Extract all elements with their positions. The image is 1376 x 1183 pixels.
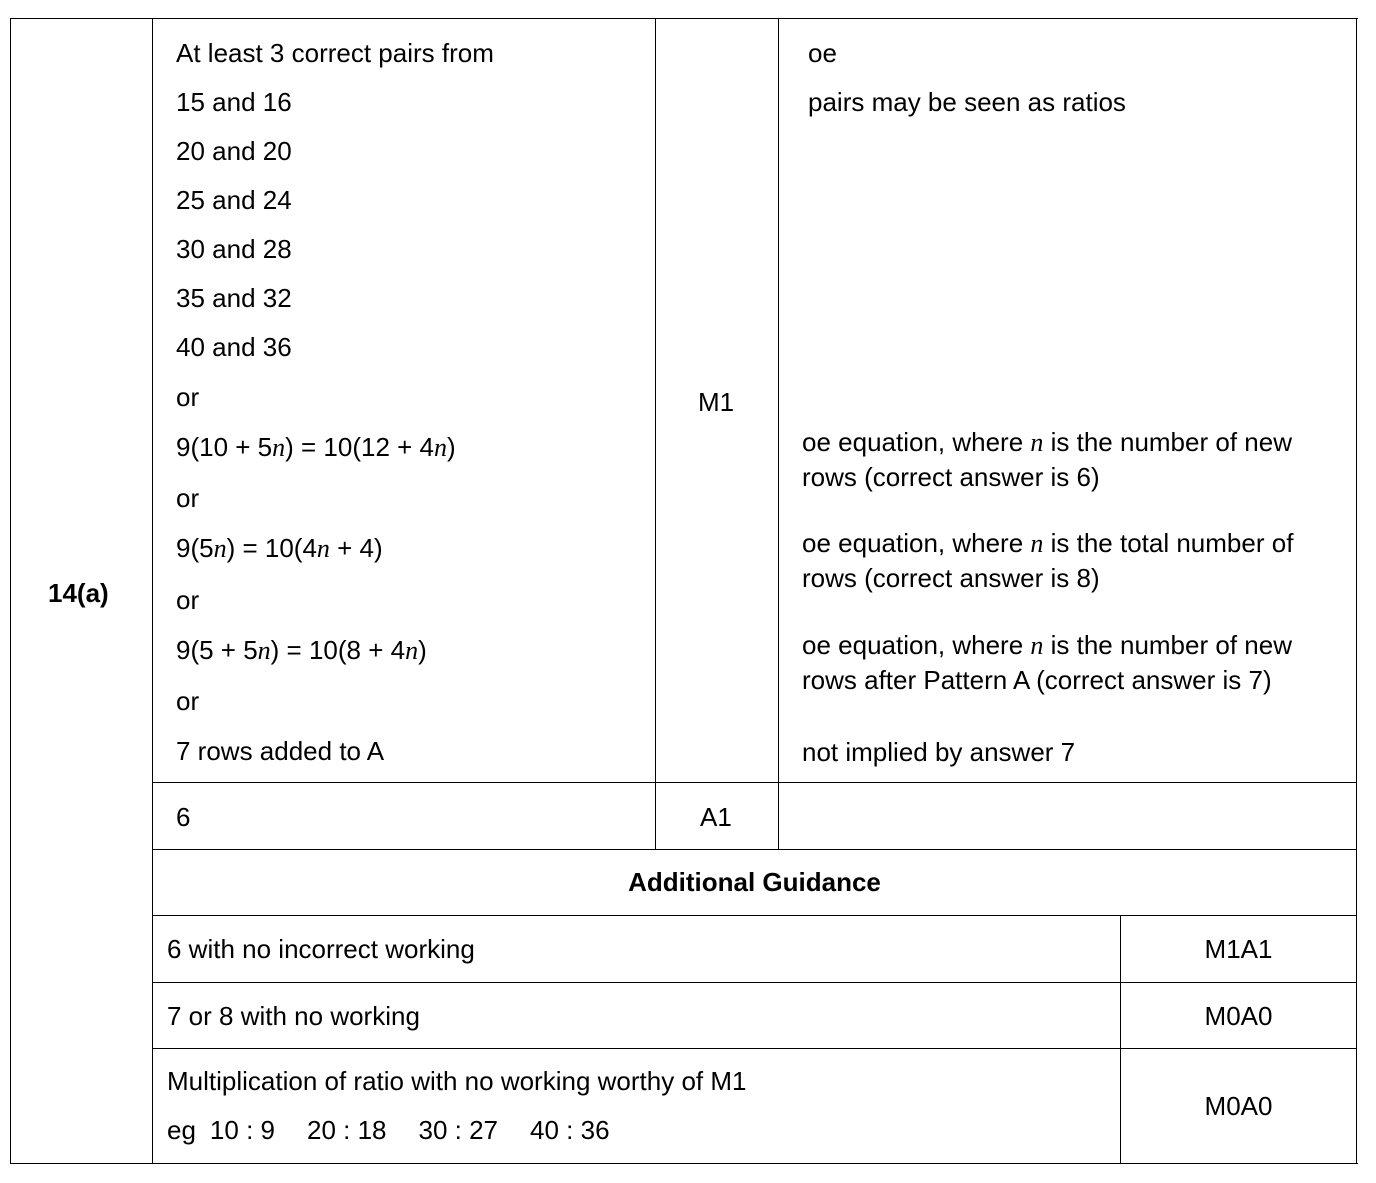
answer-line-or: or — [176, 382, 200, 412]
mark-a1: A1 — [700, 802, 732, 832]
table-right-border — [1356, 18, 1357, 1164]
answer-line: 25 and 24 — [176, 185, 292, 215]
example-ratio: 20 : 18 — [306, 1115, 387, 1145]
guidance-row-text: 7 or 8 with no working — [167, 1001, 420, 1031]
comment-equation-2: oe equation, where n is the total number of rows (correct answer is 8) — [802, 528, 1294, 593]
answer-line: 20 and 20 — [176, 136, 292, 166]
row-divider-guidance-heading — [152, 915, 1357, 916]
guidance-example — [167, 1115, 610, 1145]
answer-line: 35 and 32 — [176, 283, 292, 313]
question-number: 14(a) — [48, 578, 109, 608]
comment-equation-1: oe equation, where n is the number of new rows (correct answer is 6) — [802, 427, 1292, 492]
row-divider-guidance-1 — [152, 982, 1357, 983]
question-column-divider — [152, 18, 153, 1164]
answer-column-divider — [655, 18, 656, 850]
row-divider-m1 — [152, 782, 1357, 783]
answer-line-or: or — [176, 585, 200, 615]
guidance-row-mark: M0A0 — [1204, 1091, 1273, 1121]
comment-equation-3: oe equation, where n is the number of new rows after Pattern A (correct answer is 7) — [802, 630, 1292, 695]
example-label: eg — [167, 1115, 196, 1145]
answer-line-or: or — [176, 483, 200, 513]
table-left-border — [10, 18, 11, 1164]
guidance-row-text: 6 with no incorrect working — [167, 934, 475, 964]
example-ratio: 10 : 9 — [209, 1115, 275, 1145]
mark-m1: M1 — [698, 387, 735, 417]
answer-line: At least 3 correct pairs from — [176, 38, 494, 68]
guidance-row-mark: M0A0 — [1204, 1001, 1273, 1031]
guidance-row-text: Multiplication of ratio with no working worthy of M1 — [167, 1066, 747, 1096]
mark-column-divider — [778, 18, 779, 850]
example-ratio: 40 : 36 — [530, 1115, 610, 1145]
comment-ratios: pairs may be seen as ratios — [808, 87, 1126, 117]
table-top-border — [10, 18, 1358, 19]
row-divider-a1 — [152, 849, 1357, 850]
comment-oe: oe — [808, 38, 837, 68]
equation-2: 9(5n) = 10(4n + 4) — [176, 533, 383, 563]
answer-line-or: or — [176, 686, 200, 716]
final-answer: 6 — [176, 802, 191, 832]
answer-line: 30 and 28 — [176, 234, 292, 264]
example-ratio: 30 : 27 — [418, 1115, 499, 1145]
guidance-row-mark: M1A1 — [1204, 934, 1273, 964]
guidance-heading: Additional Guidance — [628, 867, 881, 897]
row-divider-guidance-2 — [152, 1048, 1357, 1049]
answer-line: 7 rows added to A — [176, 736, 385, 766]
answer-line: 15 and 16 — [176, 87, 292, 117]
table-bottom-border — [10, 1163, 1358, 1164]
equation-3: 9(5 + 5n) = 10(8 + 4n) — [176, 635, 427, 665]
equation-1: 9(10 + 5n) = 10(12 + 4n) — [176, 432, 456, 462]
comment-not-implied: not implied by answer 7 — [802, 737, 1076, 767]
answer-line: 40 and 36 — [176, 332, 292, 362]
